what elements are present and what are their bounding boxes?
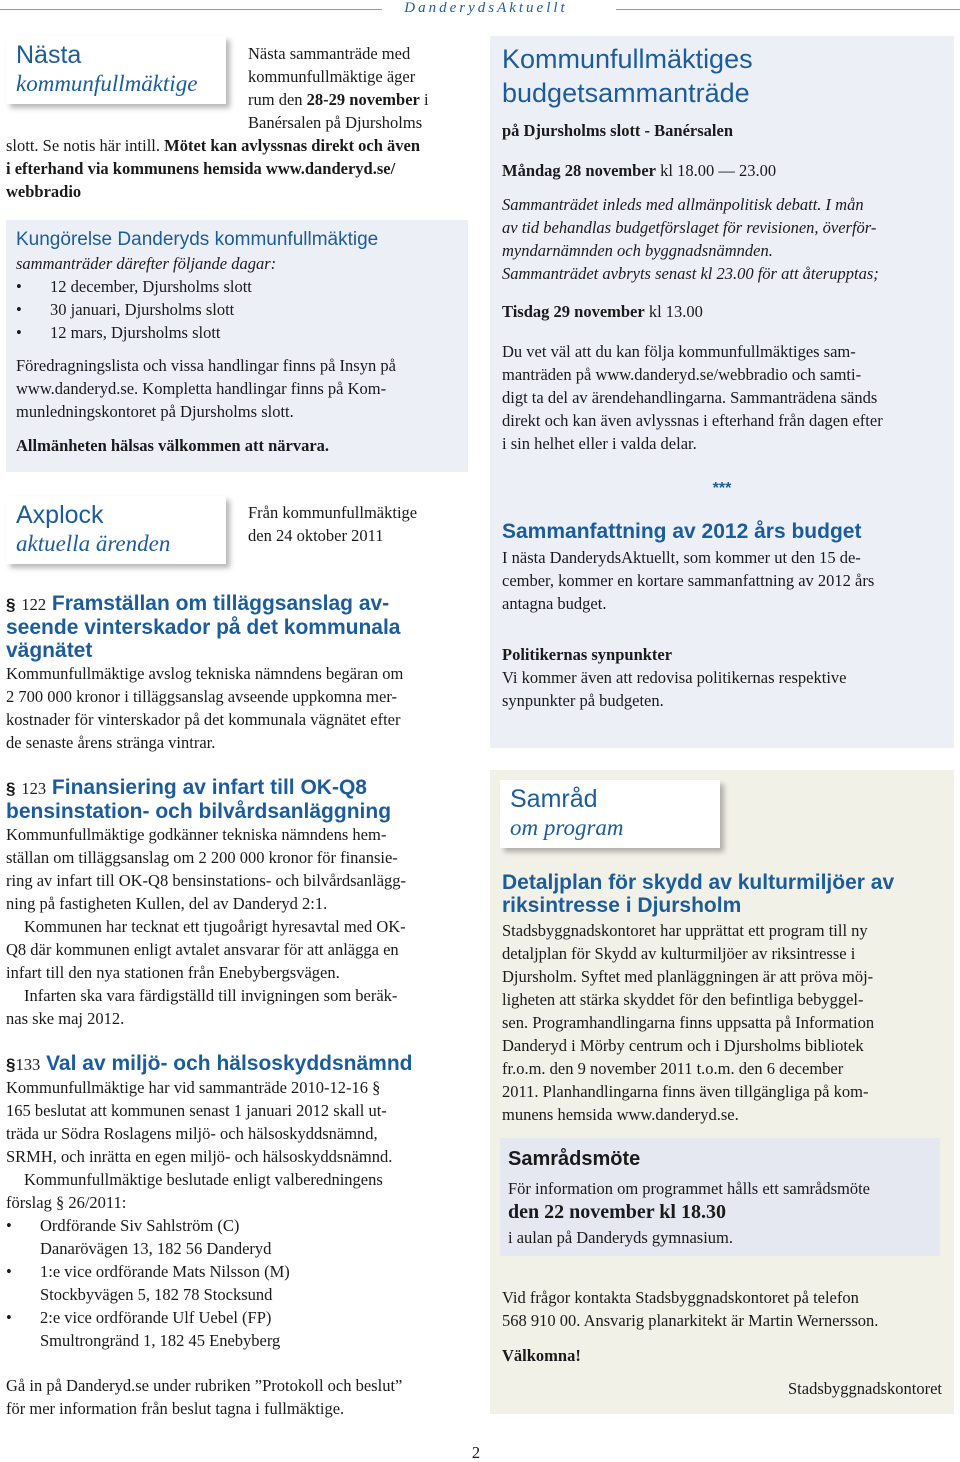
running-header bbox=[0, 0, 960, 20]
item-133 bbox=[6, 1052, 476, 1352]
budget-italic: Sammanträdet inleds med allmänpolitisk debatt. I mån av tid behandlas budgetförslaget för revisionen, överför- myndarnämnden och byggnadsnämnden. Sammanträdet avbryts senast kl 23.00 för att återupptas; bbox=[502, 195, 879, 283]
header-title: DanderydsAktuellt bbox=[404, 0, 568, 16]
samradsmote-box bbox=[500, 1138, 940, 1256]
item-122-title: § 122 Framställan om tilläggsanslag av- bbox=[6, 592, 390, 615]
page-number: 2 bbox=[471, 1443, 481, 1462]
nasta-side-line: rum den 28-29 november i bbox=[248, 90, 429, 109]
header-rule-right bbox=[616, 9, 960, 10]
samrad-label-line1: Samråd bbox=[510, 785, 598, 813]
kungorelse-subtitle: sammanträder därefter följande dagar: bbox=[16, 254, 277, 273]
item-123: § 123 Finansiering av infart till OK-Q8 bensinstation- och bilvårdsanläggning Kommunfullmäktige godkänner tekniska nämndens hem- ställan om tilläggsanslag om 2 200 000 kronor för finansie- ring av infart till OK-Q8 bensinstations- och bilvårdsanlägg- ning på fastigheten Kullen, del av Danderyd 2:1. Kommunen har tecknat ett tjugoårigt hyresavtal med OK- Q8 där kommunen enligt avtalet ansvarar för att anlägga en infart till den nya stationen från Enebybergsvägen. Infarten ska vara färdigställd till invigningen som beräk- nas ske maj 2012. bbox=[6, 776, 476, 1030]
budget-title: Kommunfullmäktiges budgetsammanträde bbox=[502, 44, 753, 108]
budget-venue: på Djursholms slott - Banérsalen bbox=[502, 121, 734, 140]
item-123-title: § 123 Finansiering av infart till OK-Q8 bbox=[6, 776, 367, 799]
axplock-label-box bbox=[6, 496, 226, 564]
samradsmote-title: Samrådsmöte bbox=[508, 1148, 641, 1170]
nasta-line3: i efterhand via kommunens hemsida www.danderyd.se/ bbox=[6, 159, 396, 178]
samrad-body: Stadsbyggnadskontoret har upprättat ett program till ny detaljplan för Skydd av kulturmiljöer av riksintresse i Djursholm. Syftet med planläggningen är att pröva möj- ligheten att stärka skyddet för den befintliga bebyggel- sen. Programhandlingarna finns uppsatta på Information Danderyd i Mörby centrum och i Djursholms bibliotek fr.o.m. den 9 november 2011 t.o.m. den 6 december 2011. Planhandlingarna finns även tillgängliga på kom- munens hemsida www.danderyd.se. bbox=[502, 921, 875, 1124]
nasta-label-box bbox=[6, 36, 226, 104]
kungorelse-closing: Allmänheten hälsas välkommen att närvara. bbox=[16, 436, 330, 455]
nasta-label-line2: kommunfullmäktige bbox=[16, 71, 198, 96]
samrad-welcome: Välkomna! bbox=[502, 1346, 581, 1365]
list-item: • Ordförande Siv Sahlström (C) Danarövägen 13, 182 56 Danderyd bbox=[6, 1214, 476, 1260]
list-item: • 12 mars, Djursholms slott bbox=[16, 321, 252, 344]
samrad-panel bbox=[490, 770, 954, 1414]
budget-pol-title: Politikernas synpunkter bbox=[502, 645, 673, 664]
item-122: § 122 Framställan om tilläggsanslag av- seende vinterskador på det kommunala vägnätet Kommunfullmäktige avslog tekniska nämndens begäran om 2 700 000 kronor i tilläggsanslag avseende uppkomna mer- kostnader för vinterskador på det kommunala vägnätet efter de senaste årens stränga vintrar. bbox=[6, 592, 476, 754]
budget-stars: *** bbox=[712, 480, 732, 497]
axplock-side-text: Från kommunfullmäktige den 24 oktober 2011 bbox=[248, 503, 418, 545]
budget-day1: Måndag 28 november kl 18.00 — 23.00 bbox=[502, 161, 777, 180]
members-list bbox=[6, 1214, 476, 1352]
list-item: • 30 januari, Djursholms slott bbox=[16, 298, 252, 321]
kungorelse-text: Föredragningslista och vissa handlingar finns på Insyn på www.danderyd.se. Kompletta handlingar finns på Kom- munledningskontoret på Djursholms slott. bbox=[16, 356, 396, 421]
samradsmote-date: den 22 november kl 18.30 bbox=[508, 1201, 726, 1223]
nasta-line4: webbradio bbox=[6, 182, 82, 201]
list-item: • 12 december, Djursholms slott bbox=[16, 275, 252, 298]
kungorelse-title: Kungörelse Danderyds kommunfullmäktige bbox=[16, 229, 379, 250]
item-123-body: Kommunfullmäktige godkänner tekniska nämndens hem- ställan om tilläggsanslag om 2 200 000 kronor för finansie- ring av infart till OK-Q8 bensinstations- och bilvårdsanlägg- ning på fastigheten Kullen, del av Danderyd 2:1. Kommunen har tecknat ett tjugoårigt hyresavtal med OK- Q8 där kommunen enligt avtalet ansvarar för att anlägga en infart till den nya stationen från Enebybergsvägen. Infarten ska vara färdigställd till invigningen som beräk- nas ske maj 2012. bbox=[6, 825, 407, 1028]
samrad-title: Detaljplan för skydd av kulturmiljöer av riksintresse i Djursholm bbox=[502, 871, 895, 917]
samrad-label-line2: om program bbox=[510, 815, 624, 840]
nasta-side-line: Banérsalen på Djursholms bbox=[248, 113, 423, 132]
item-133-title: §133 Val av miljö- och hälsoskyddsnämnd bbox=[6, 1052, 413, 1075]
budget-day2: Tisdag 29 november kl 13.00 bbox=[502, 302, 703, 321]
nasta-side-text bbox=[248, 42, 468, 134]
axplock-label-line2: aktuella ärenden bbox=[16, 531, 171, 556]
nasta-side-line: Nästa sammanträde med bbox=[248, 44, 411, 63]
samradsmote-line1: För information om programmet hålls ett samrådsmöte bbox=[508, 1179, 871, 1198]
budget-summary-body: I nästa DanderydsAktuellt, som kommer ut den 15 de- cember, kommer en kortare sammanfattning av 2012 års antagna budget. bbox=[502, 548, 875, 613]
samrad-contact: Vid frågor kontakta Stadsbyggnadskontoret på telefon 568 910 00. Ansvarig planarkitekt är Martin Wernersson. bbox=[502, 1288, 879, 1330]
list-item: • 1:e vice ordförande Mats Nilsson (M) Stockbyvägen 5, 182 78 Stocksund bbox=[6, 1260, 476, 1306]
budget-body: Du vet väl att du kan följa kommunfullmäktiges sam- manträden på www.danderyd.se/webbradio och samti- digt ta del av ärendehandlingarna. Sammanträdena sänds direkt och kan även avlyssnas i efterhand från dagen efter i sin helhet eller i valda delar. bbox=[502, 342, 883, 453]
nasta-side-line: kommunfullmäktige äger bbox=[248, 67, 416, 86]
samrad-signature: Stadsbyggnadskontoret bbox=[788, 1379, 942, 1398]
budget-summary-title: Sammanfattning av 2012 års budget bbox=[502, 520, 862, 543]
header-rule-left bbox=[0, 9, 382, 10]
samradsmote-line3: i aulan på Danderyds gymnasium. bbox=[508, 1228, 733, 1247]
nasta-body bbox=[6, 134, 476, 203]
item-133-body: Kommunfullmäktige har vid sammanträde 2010-12-16 § 165 beslutat att kommunen senast 1 januari 2012 skall ut- träda ur Södra Roslagens miljö- och hälsoskyddsnämnd, SRMH, och inrätta en egen miljö- och hälsoskyddsnämnd. Kommunfullmäktige beslutade enligt valberedningens förslag § 26/2011: bbox=[6, 1078, 393, 1212]
axplock-label-line1: Axplock bbox=[16, 501, 104, 529]
item-122-body: Kommunfullmäktige avslog tekniska nämndens begäran om 2 700 000 kronor i tilläggsanslag avseende uppkomna mer- kostnader för vinterskador på det kommunala vägnätet efter de senaste årens stränga vintrar. bbox=[6, 664, 404, 752]
nasta-label-line1: Nästa bbox=[16, 41, 82, 69]
nasta-date: 28-29 november bbox=[306, 90, 420, 109]
kungorelse-panel bbox=[6, 220, 468, 472]
budget-pol-body: Vi kommer även att redovisa politikernas respektive synpunkter på budgeten. bbox=[502, 668, 847, 710]
list-item: • 2:e vice ordförande Ulf Uebel (FP) Smultrongränd 1, 182 45 Enebyberg bbox=[6, 1306, 476, 1352]
nasta-line2: slott. Se notis här intill. Mötet kan avlyssnas direkt och även bbox=[6, 136, 421, 155]
budget-panel bbox=[490, 36, 954, 748]
axplock-footer: Gå in på Danderyd.se under rubriken ”Protokoll och beslut” för mer information från beslut tagna i fullmäktige. bbox=[6, 1376, 403, 1418]
kungorelse-dates bbox=[16, 275, 252, 344]
samrad-label-box bbox=[500, 780, 720, 848]
